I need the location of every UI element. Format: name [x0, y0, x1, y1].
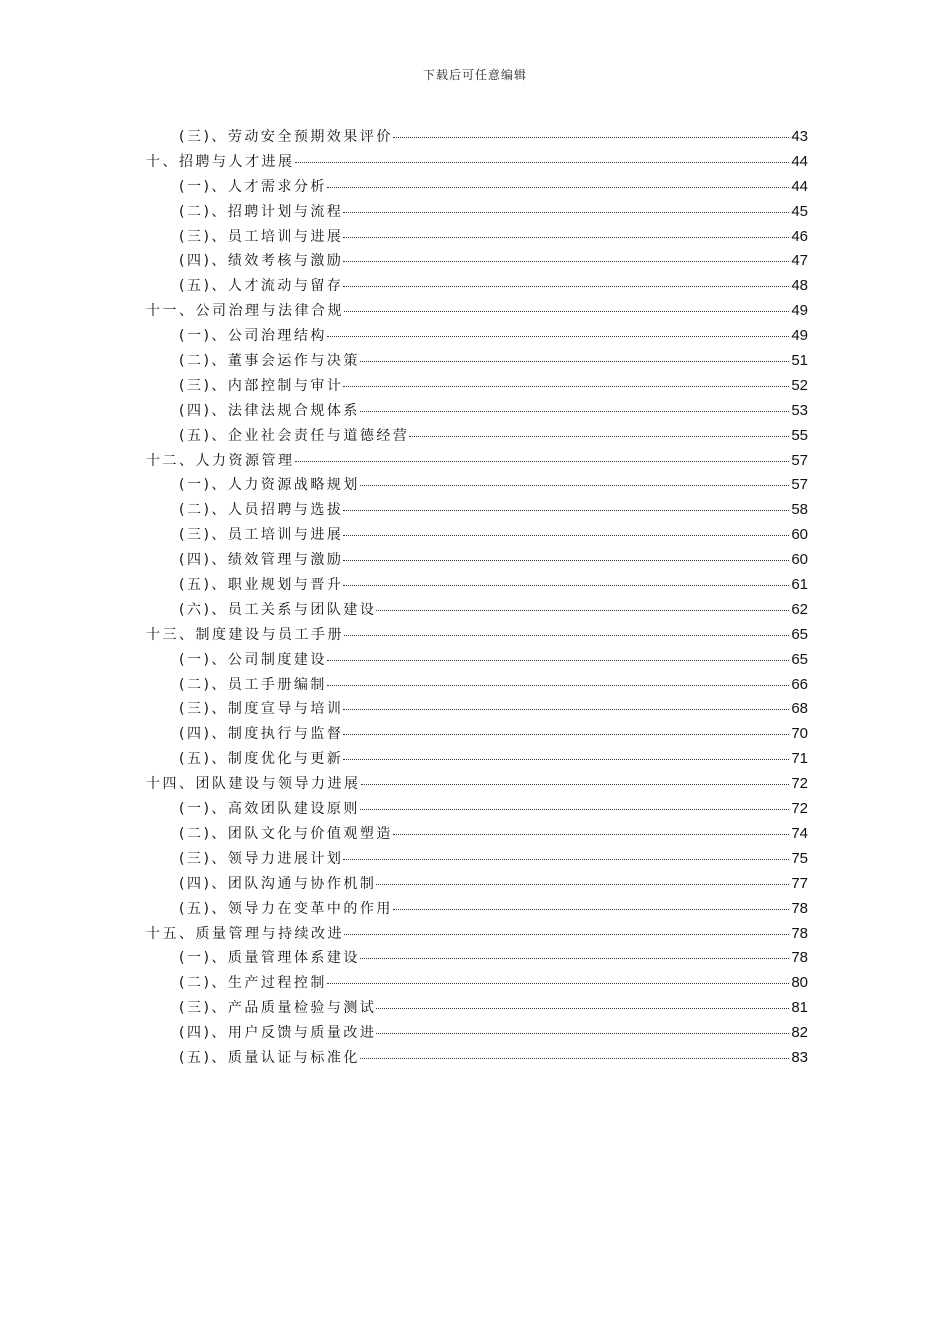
- toc-dot-leader: [343, 211, 789, 213]
- toc-dot-leader: [360, 360, 789, 362]
- toc-section-entry[interactable]: [146, 898, 808, 923]
- toc-section-entry[interactable]: [146, 524, 808, 549]
- toc-section-entry[interactable]: [146, 748, 808, 773]
- toc-entry-page-number: 51: [791, 352, 808, 370]
- toc-entry-title: 十五、质量管理与持续改进: [146, 925, 344, 942]
- toc-dot-leader: [343, 534, 789, 536]
- toc-entry-page-number: 58: [791, 501, 808, 519]
- toc-entry-title: (二)、人员招聘与选拔: [179, 502, 344, 519]
- toc-entry-title: (三)、产品质量检验与测试: [179, 1000, 377, 1017]
- toc-entry-page-number: 66: [791, 675, 808, 693]
- toc-dot-leader: [360, 808, 789, 810]
- toc-entry-title: (四)、法律法规合规体系: [179, 402, 360, 419]
- toc-dot-leader: [344, 933, 789, 935]
- toc-entry-title: (三)、内部控制与审计: [179, 377, 344, 394]
- toc-entry-title: (四)、绩效考核与激励: [179, 253, 344, 270]
- toc-dot-leader: [327, 659, 789, 661]
- toc-entry-page-number: 48: [791, 277, 808, 295]
- toc-entry-title: (三)、劳动安全预期效果评价: [179, 129, 393, 145]
- toc-section-entry[interactable]: [146, 250, 808, 275]
- toc-entry-title: 十三、制度建设与员工手册: [146, 626, 344, 643]
- toc-entry-page-number: 49: [791, 302, 808, 320]
- toc-entry-page-number: 81: [791, 999, 808, 1017]
- toc-entry-page-number: 72: [791, 775, 808, 793]
- toc-entry-title: (六)、员工关系与团队建设: [179, 601, 377, 618]
- toc-section-entry[interactable]: [146, 126, 808, 151]
- toc-section-entry[interactable]: [146, 226, 808, 251]
- toc-dot-leader: [343, 858, 789, 860]
- toc-entry-page-number: 46: [791, 227, 808, 245]
- toc-dot-leader: [360, 957, 789, 959]
- toc-entry-title: (五)、人才流动与留存: [179, 278, 344, 295]
- toc-dot-leader: [343, 236, 789, 238]
- toc-dot-leader: [344, 634, 789, 636]
- toc-entry-title: (五)、领导力在变革中的作用: [179, 900, 393, 917]
- toc-section-entry[interactable]: [146, 723, 808, 748]
- toc-dot-leader: [376, 1007, 789, 1009]
- toc-dot-leader: [376, 1032, 789, 1034]
- toc-entry-page-number: 65: [791, 625, 808, 643]
- toc-chapter-entry[interactable]: [146, 624, 808, 649]
- toc-entry-page-number: 83: [791, 1048, 808, 1066]
- toc-entry-page-number: 44: [791, 152, 808, 170]
- toc-entry-page-number: 49: [791, 327, 808, 345]
- toc-entry-title: (三)、领导力进展计划: [179, 850, 344, 867]
- toc-section-entry[interactable]: [146, 848, 808, 873]
- toc-section-entry[interactable]: [146, 350, 808, 375]
- toc-entry-title: (一)、质量管理体系建设: [179, 950, 360, 967]
- toc-section-entry[interactable]: [146, 823, 808, 848]
- toc-dot-leader: [360, 484, 789, 486]
- toc-entry-page-number: 47: [791, 252, 808, 270]
- toc-section-entry[interactable]: [146, 649, 808, 674]
- toc-dot-leader: [376, 609, 789, 611]
- toc-entry-title: (三)、制度宣导与培训: [179, 701, 344, 718]
- toc-entry-title: 十二、人力资源管理: [146, 452, 295, 469]
- toc-dot-leader: [393, 908, 789, 910]
- toc-chapter-entry[interactable]: [146, 923, 808, 948]
- toc-dot-leader: [376, 883, 789, 885]
- toc-section-entry[interactable]: [146, 375, 808, 400]
- toc-entry-page-number: 74: [791, 824, 808, 842]
- toc-section-entry[interactable]: [146, 201, 808, 226]
- toc-dot-leader: [343, 733, 789, 735]
- toc-dot-leader: [327, 186, 789, 188]
- toc-entry-page-number: 70: [791, 725, 808, 743]
- toc-entry-page-number: 61: [791, 576, 808, 594]
- toc-section-entry[interactable]: [146, 947, 808, 972]
- toc-entry-title: (一)、公司治理结构: [179, 328, 327, 345]
- toc-section-entry[interactable]: [146, 425, 808, 450]
- toc-section-entry[interactable]: [146, 325, 808, 350]
- toc-entry-page-number: 44: [791, 177, 808, 195]
- toc-entry-page-number: 80: [791, 974, 808, 992]
- toc-entry-page-number: 62: [791, 600, 808, 618]
- toc-dot-leader: [360, 410, 789, 412]
- toc-entry-page-number: 53: [791, 401, 808, 419]
- toc-dot-leader: [343, 559, 789, 561]
- toc-section-entry[interactable]: [146, 400, 808, 425]
- toc-section-entry[interactable]: [146, 698, 808, 723]
- toc-dot-leader: [343, 708, 789, 710]
- toc-chapter-entry[interactable]: [146, 450, 808, 475]
- toc-dot-leader: [343, 509, 789, 511]
- toc-section-entry[interactable]: [146, 549, 808, 574]
- table-of-contents: [146, 126, 808, 1072]
- toc-entry-title: (一)、人力资源战略规划: [179, 477, 360, 494]
- toc-entry-title: (二)、生产过程控制: [179, 975, 327, 992]
- toc-section-entry[interactable]: [146, 176, 808, 201]
- toc-dot-leader: [393, 136, 789, 138]
- toc-entry-title: (四)、制度执行与监督: [179, 726, 344, 743]
- toc-dot-leader: [343, 584, 789, 586]
- toc-section-entry[interactable]: [146, 1047, 808, 1072]
- toc-entry-title: (四)、团队沟通与协作机制: [179, 875, 377, 892]
- toc-entry-title: (五)、制度优化与更新: [179, 751, 344, 768]
- toc-section-entry[interactable]: [146, 599, 808, 624]
- toc-dot-leader: [343, 260, 789, 262]
- toc-entry-page-number: 65: [791, 650, 808, 668]
- toc-entry-title: (二)、员工手册编制: [179, 676, 327, 693]
- toc-entry-title: (一)、公司制度建设: [179, 651, 327, 668]
- toc-section-entry[interactable]: [146, 499, 808, 524]
- toc-entry-page-number: 52: [791, 376, 808, 394]
- toc-entry-page-number: 60: [791, 551, 808, 569]
- toc-entry-title: (二)、董事会运作与决策: [179, 353, 360, 370]
- toc-entry-title: (三)、员工培训与进展: [179, 228, 344, 245]
- toc-dot-leader: [343, 285, 789, 287]
- page-header: 下载后可任意编辑: [422, 68, 527, 82]
- toc-entry-title: 十一、公司治理与法律合规: [146, 303, 344, 320]
- toc-dot-leader: [409, 435, 789, 437]
- toc-section-entry[interactable]: [146, 275, 808, 300]
- toc-entry-title: (三)、员工培训与进展: [179, 527, 344, 544]
- toc-entry-title: (五)、企业社会责任与道德经营: [179, 427, 410, 444]
- toc-entry-title: (五)、职业规划与晋升: [179, 577, 344, 594]
- toc-section-entry[interactable]: [146, 798, 808, 823]
- toc-entry-page-number: 60: [791, 526, 808, 544]
- toc-entry-title: 十、招聘与人才进展: [146, 153, 295, 170]
- toc-dot-leader: [343, 385, 789, 387]
- toc-entry-page-number: 75: [791, 849, 808, 867]
- toc-entry-title: (二)、招聘计划与流程: [179, 203, 344, 220]
- toc-entry-page-number: 78: [791, 899, 808, 917]
- toc-entry-page-number: 57: [791, 451, 808, 469]
- toc-chapter-entry[interactable]: [146, 300, 808, 325]
- toc-section-entry[interactable]: [146, 1022, 808, 1047]
- toc-section-entry[interactable]: [146, 674, 808, 699]
- toc-section-entry[interactable]: [146, 972, 808, 997]
- toc-dot-leader: [361, 783, 790, 785]
- toc-entry-page-number: 78: [791, 924, 808, 942]
- toc-entry-page-number: 71: [791, 750, 808, 768]
- toc-entry-page-number: 72: [791, 800, 808, 818]
- toc-entry-page-number: 45: [791, 202, 808, 220]
- toc-section-entry[interactable]: [146, 873, 808, 898]
- toc-entry-page-number: 68: [791, 700, 808, 718]
- toc-entry-title: 十四、团队建设与领导力进展: [146, 776, 361, 793]
- toc-entry-title: (四)、用户反馈与质量改进: [179, 1025, 377, 1042]
- toc-entry-title: (二)、团队文化与价值观塑造: [179, 825, 393, 842]
- toc-entry-title: (四)、绩效管理与激励: [179, 552, 344, 569]
- toc-dot-leader: [295, 161, 790, 163]
- toc-chapter-entry[interactable]: [146, 151, 808, 176]
- toc-section-entry[interactable]: [146, 997, 808, 1022]
- toc-entry-page-number: 82: [791, 1024, 808, 1042]
- toc-dot-leader: [327, 335, 789, 337]
- toc-entry-page-number: 77: [791, 874, 808, 892]
- toc-dot-leader: [327, 684, 789, 686]
- toc-entry-title: (一)、人才需求分析: [179, 178, 327, 195]
- toc-section-entry[interactable]: [146, 574, 808, 599]
- toc-entry-page-number: 55: [791, 426, 808, 444]
- toc-entry-title: (一)、高效团队建设原则: [179, 801, 360, 818]
- toc-dot-leader: [327, 982, 789, 984]
- toc-dot-leader: [393, 833, 789, 835]
- toc-dot-leader: [295, 460, 790, 462]
- toc-section-entry[interactable]: [146, 474, 808, 499]
- toc-entry-page-number: 43: [791, 128, 808, 145]
- toc-entry-page-number: 78: [791, 949, 808, 967]
- toc-dot-leader: [343, 758, 789, 760]
- toc-entry-page-number: 57: [791, 476, 808, 494]
- toc-dot-leader: [360, 1057, 789, 1059]
- toc-dot-leader: [344, 310, 789, 312]
- toc-chapter-entry[interactable]: [146, 773, 808, 798]
- toc-entry-title: (五)、质量认证与标准化: [179, 1049, 360, 1066]
